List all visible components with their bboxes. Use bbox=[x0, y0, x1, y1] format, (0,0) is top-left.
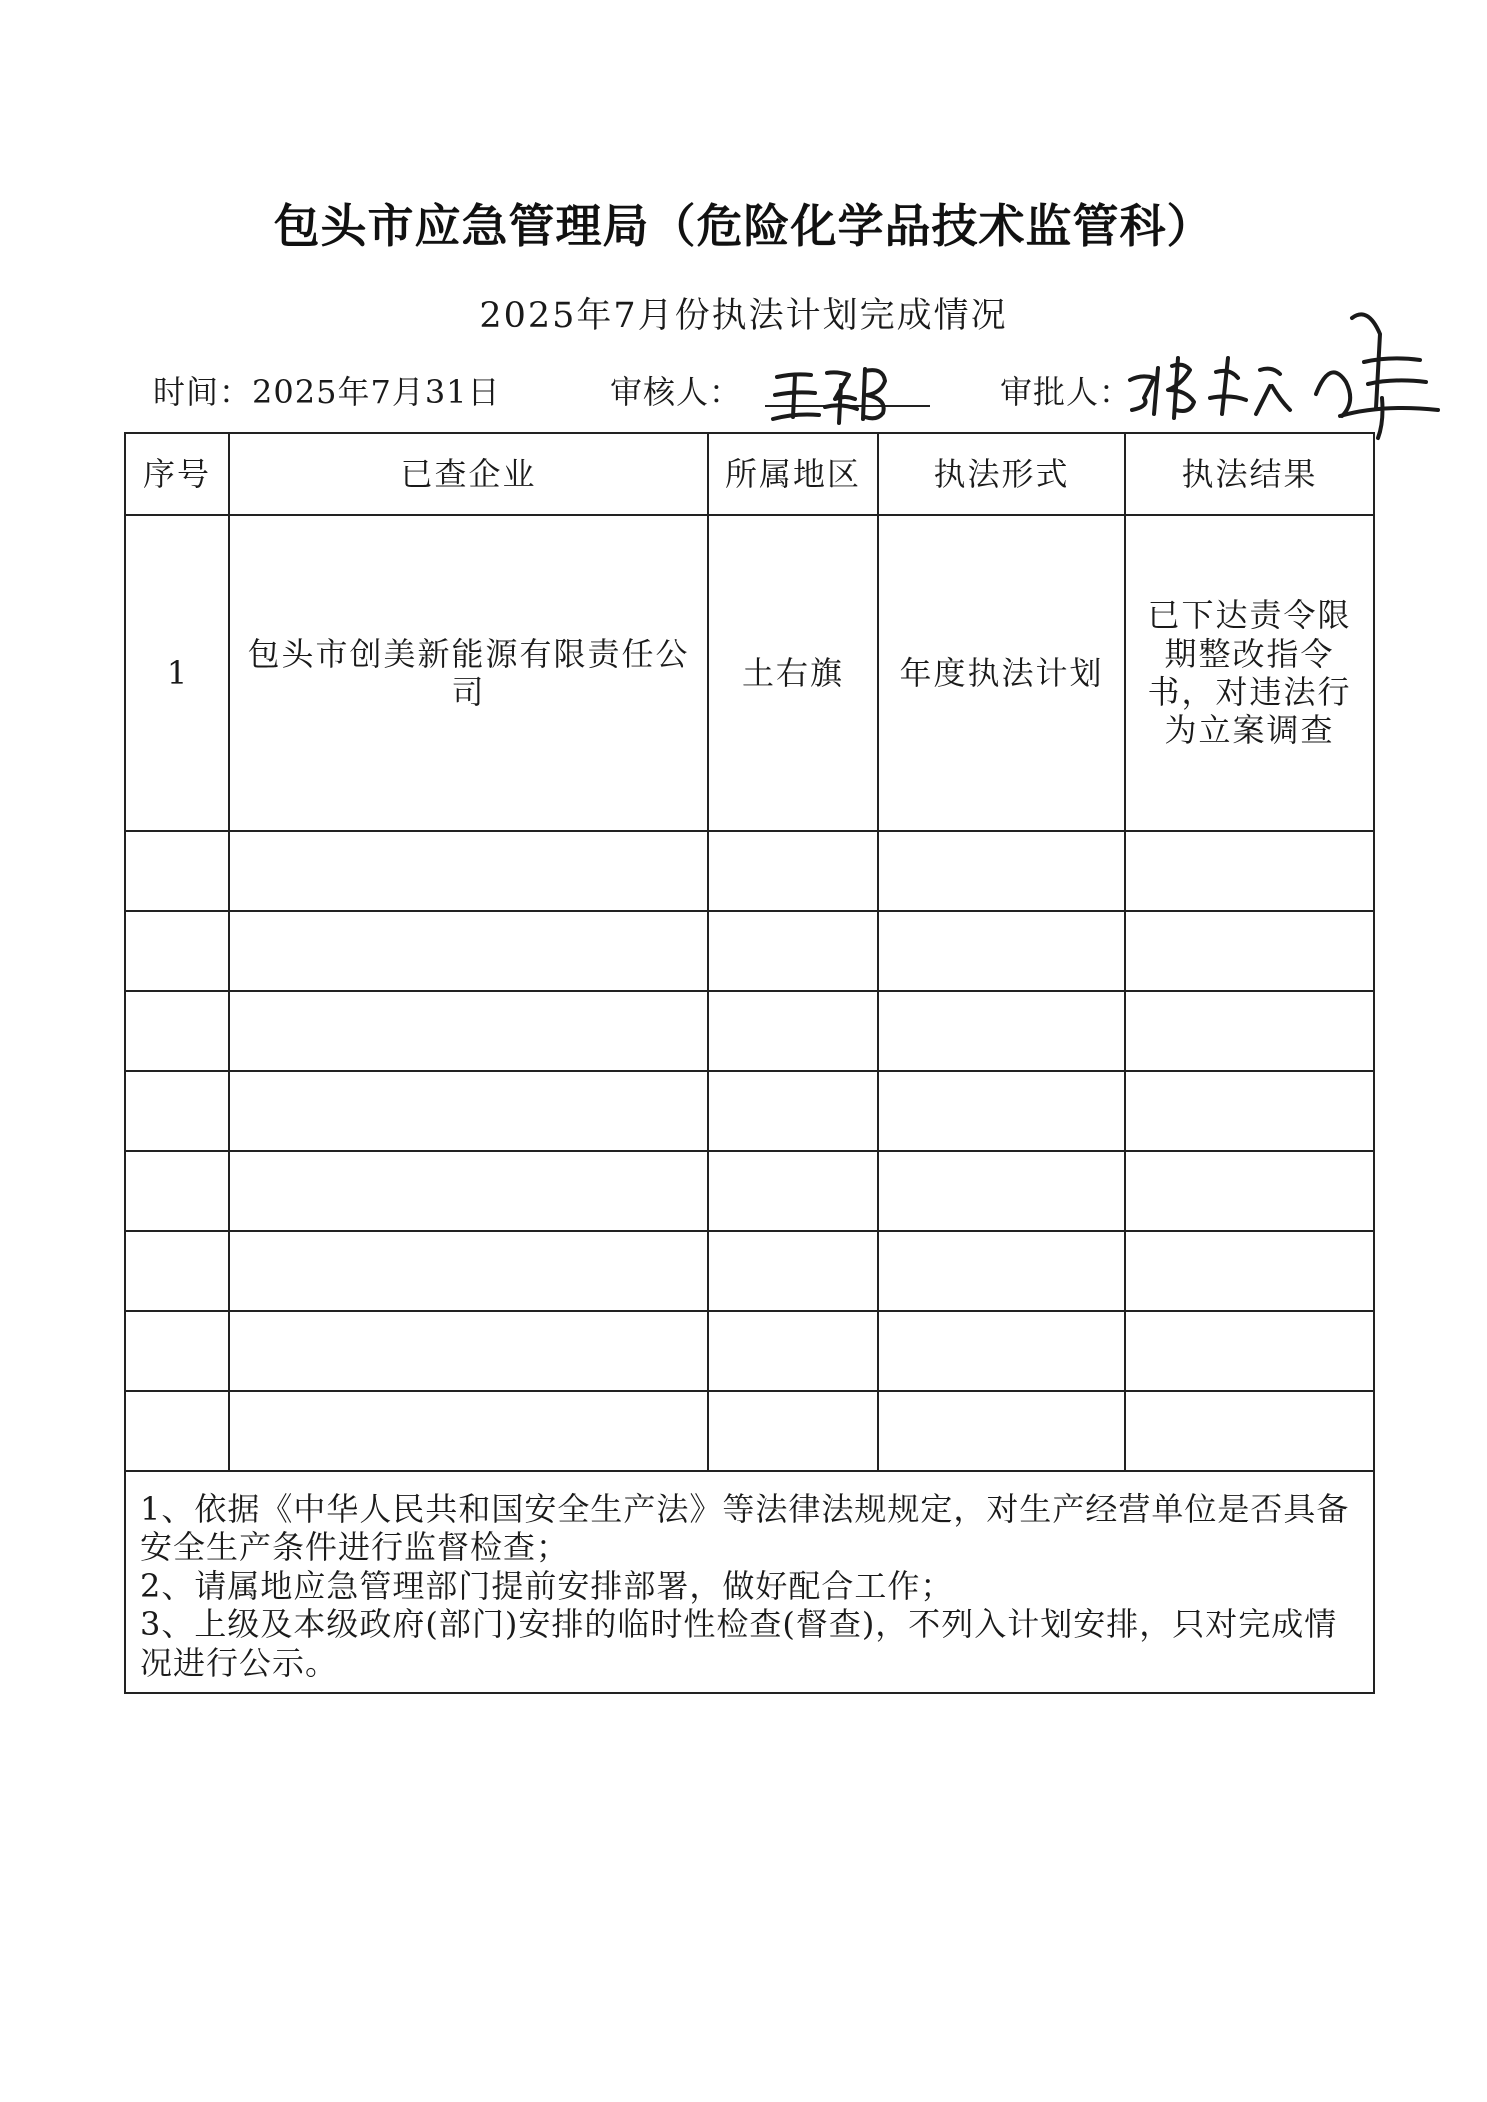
empty-cell bbox=[229, 1231, 708, 1311]
empty-cell bbox=[878, 831, 1125, 911]
empty-cell bbox=[708, 1311, 878, 1391]
header-form: 执法形式 bbox=[878, 433, 1125, 515]
empty-cell bbox=[229, 1151, 708, 1231]
empty-cell bbox=[229, 991, 708, 1071]
empty-cell bbox=[1125, 1071, 1374, 1151]
empty-cell bbox=[1125, 911, 1374, 991]
header-index: 序号 bbox=[125, 433, 229, 515]
empty-cell bbox=[125, 1231, 229, 1311]
cell-result: 已下达责令限期整改指令书，对违法行为立案调查 bbox=[1125, 515, 1374, 831]
empty-cell bbox=[1125, 1311, 1374, 1391]
table-row-empty bbox=[125, 1391, 1374, 1471]
empty-cell bbox=[125, 831, 229, 911]
note-2: 2、请属地应急管理部门提前安排部署，做好配合工作； bbox=[140, 1566, 954, 1605]
empty-cell bbox=[229, 831, 708, 911]
empty-cell bbox=[1125, 991, 1374, 1071]
empty-cell bbox=[708, 831, 878, 911]
empty-cell bbox=[125, 1071, 229, 1151]
empty-cell bbox=[1125, 1391, 1374, 1471]
table-row-empty bbox=[125, 911, 1374, 991]
empty-cell bbox=[125, 1391, 229, 1471]
empty-cell bbox=[1125, 831, 1374, 911]
time-value: 2025年7月31日 bbox=[252, 373, 501, 411]
empty-cell bbox=[125, 991, 229, 1071]
document-title: 包头市应急管理局（危险化学品技术监管科） bbox=[273, 199, 1214, 253]
plan-table bbox=[124, 432, 1375, 1694]
empty-cell bbox=[125, 911, 229, 991]
table-row bbox=[125, 515, 1374, 831]
header-region: 所属地区 bbox=[708, 433, 878, 515]
empty-cell bbox=[708, 991, 878, 1071]
empty-cell bbox=[878, 1391, 1125, 1471]
empty-cell bbox=[1125, 1151, 1374, 1231]
table-row-empty bbox=[125, 1231, 1374, 1311]
cell-index: 1 bbox=[125, 515, 229, 831]
empty-cell bbox=[708, 911, 878, 991]
empty-cell bbox=[878, 1231, 1125, 1311]
empty-cell bbox=[878, 1311, 1125, 1391]
reviewer-signature bbox=[765, 355, 935, 435]
empty-cell bbox=[125, 1311, 229, 1391]
table-header-row bbox=[125, 433, 1374, 515]
note-1: 1、依据《中华人民共和国安全生产法》等法律法规规定，对生产经营单位是否具备安全生产条件进行监督检查； bbox=[140, 1490, 1350, 1567]
empty-cell bbox=[708, 1151, 878, 1231]
time-field bbox=[153, 367, 501, 413]
cell-company: 包头市创美新能源有限责任公司 bbox=[229, 515, 708, 831]
cell-form: 年度执法计划 bbox=[878, 515, 1125, 831]
empty-cell bbox=[878, 991, 1125, 1071]
cell-region: 土右旗 bbox=[708, 515, 878, 831]
empty-cell bbox=[878, 1151, 1125, 1231]
header-company: 已查企业 bbox=[229, 433, 708, 515]
approver-label: 审批人： bbox=[1000, 373, 1133, 411]
empty-cell bbox=[1125, 1231, 1374, 1311]
empty-cell bbox=[229, 1391, 708, 1471]
note-3: 3、上级及本级政府(部门)安排的临时性检查(督查)，不列入计划安排，只对完成情况进行公示。 bbox=[140, 1605, 1338, 1682]
table-row-empty bbox=[125, 831, 1374, 911]
notes-cell bbox=[125, 1471, 1374, 1693]
table-row-empty bbox=[125, 1071, 1374, 1151]
empty-cell bbox=[125, 1151, 229, 1231]
empty-cell bbox=[878, 1071, 1125, 1151]
empty-cell bbox=[708, 1231, 878, 1311]
table-row-empty bbox=[125, 991, 1374, 1071]
notes-row bbox=[125, 1471, 1374, 1693]
document-subtitle: 2025年7月份执法计划完成情况 bbox=[479, 296, 1008, 336]
empty-cell bbox=[878, 911, 1125, 991]
empty-cell bbox=[229, 1071, 708, 1151]
table-row-empty bbox=[125, 1311, 1374, 1391]
empty-cell bbox=[708, 1391, 878, 1471]
table-row-empty bbox=[125, 1151, 1374, 1231]
time-label: 时间： bbox=[153, 373, 253, 411]
reviewer-label: 审核人： bbox=[610, 373, 743, 411]
empty-cell bbox=[229, 911, 708, 991]
empty-cell bbox=[229, 1311, 708, 1391]
reviewer-signature-line bbox=[765, 405, 930, 407]
header-result: 执法结果 bbox=[1125, 433, 1374, 515]
empty-cell bbox=[708, 1071, 878, 1151]
